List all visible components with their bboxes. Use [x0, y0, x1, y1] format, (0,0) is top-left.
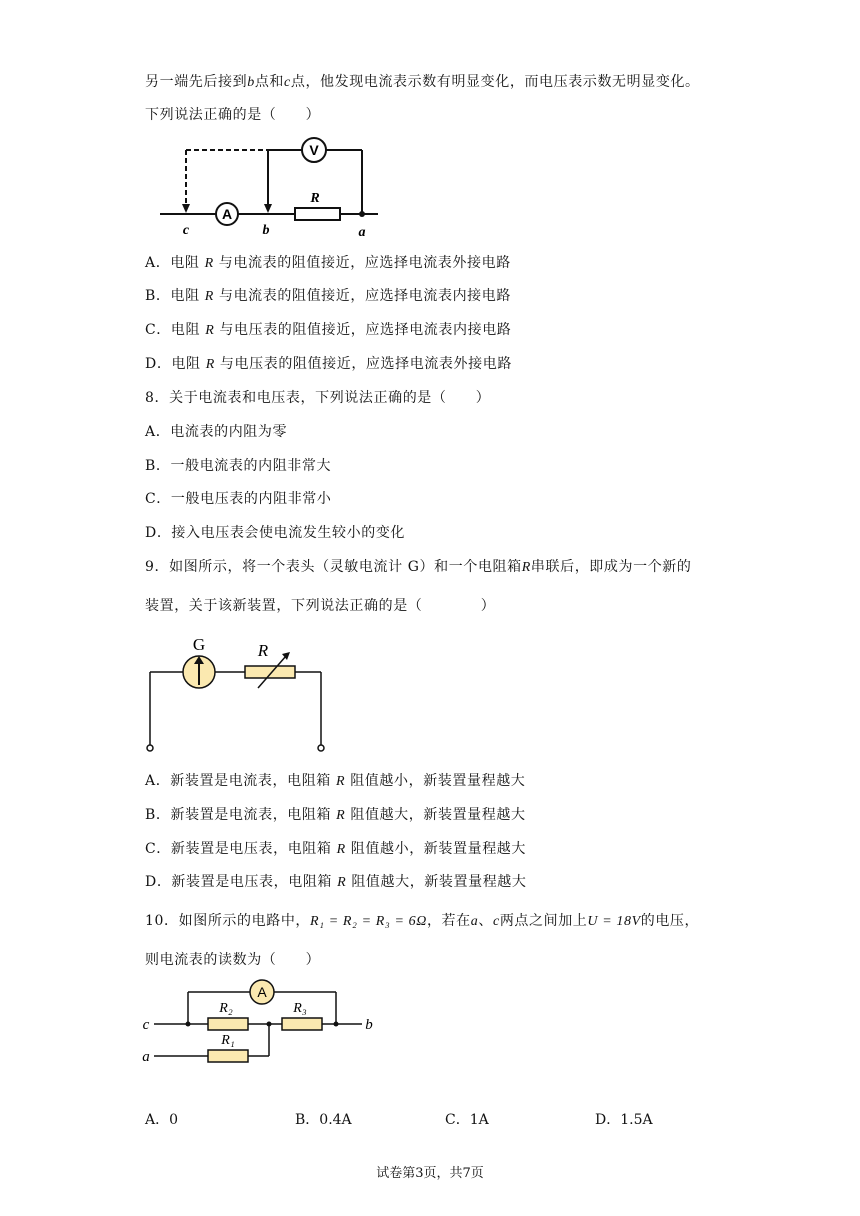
terminal-c-label: c: [142, 1017, 150, 1033]
q10-option-a: A．0: [145, 1112, 179, 1128]
q8-option-b: B．一般电流表的内阻非常大: [145, 458, 332, 474]
option-letter: B．: [145, 288, 171, 304]
option-text: 电阻: [170, 322, 201, 338]
q7-stem-text: 点和: [254, 74, 285, 90]
option-var: R: [337, 875, 347, 890]
option-var: R: [204, 289, 214, 304]
q7-var-c: c: [284, 75, 291, 90]
q7-stem-line2: 下列说法正确的是（ ）: [145, 107, 321, 123]
q9-option-a: [145, 772, 525, 791]
q7-stem-text: 点，他发现电流表示数有明显变化，而电压表示数无明显变化。: [290, 74, 700, 90]
q9-option-d: [145, 873, 527, 892]
q9-stem-line2: 装置，关于该新装置，下列说法正确的是（ ）: [145, 598, 496, 614]
q8-option-d: D．接入电压表会使电流发生较小的变化: [145, 525, 406, 541]
ammeter-label: A: [221, 206, 233, 222]
q10-var-a: a: [470, 914, 479, 929]
option-letter: C．: [145, 322, 171, 338]
option-text: 阻值越小，新装置量程越大: [350, 841, 526, 857]
r2-label: R₂: [219, 1001, 233, 1016]
ammeter-label: A: [257, 984, 267, 1000]
option-text: 与电流表的阻值接近，应选择电流表内接电路: [218, 288, 511, 304]
resistor-label: R: [310, 191, 320, 206]
option-letter: D．: [145, 356, 172, 372]
q9-option-c: [145, 840, 526, 859]
q10-option-b: B．0.4A: [295, 1112, 352, 1128]
option-text: 电阻: [170, 255, 200, 271]
voltmeter-label: V: [309, 142, 319, 158]
q10-stem-text: 的电压，: [640, 913, 700, 929]
option-text: D．新装置是电压表，电阻箱: [145, 874, 333, 890]
option-text: 阻值越大，新装置量程越大: [351, 874, 527, 890]
galvanometer-label: G: [192, 635, 206, 654]
q10-stem-text: 、: [478, 913, 493, 929]
q7-option-c: [145, 321, 511, 340]
q10-circuit-figure: [140, 976, 390, 1071]
option-text: 与电压表的阻值接近，应选择电流表内接电路: [219, 322, 512, 338]
q10-stem-text: ，若在: [426, 913, 471, 929]
q8-stem: 8．关于电流表和电压表，下列说法正确的是（ ）: [145, 390, 491, 406]
q10-stem-line2: 则电流表的读数为（ ）: [145, 952, 321, 968]
q9-stem-text: 串联后，即成为一个新的: [530, 559, 692, 575]
option-text: 电阻: [170, 288, 200, 304]
q10-stem-text: 10．如图所示的电路中，: [145, 913, 311, 929]
q10-option-c: C．1A: [445, 1112, 489, 1128]
q7-var-b: b: [247, 75, 255, 90]
q9-stem-line1: [145, 558, 692, 577]
option-text: 电阻: [171, 356, 201, 372]
q10-stem-text: 两点之间加上: [499, 913, 588, 929]
node-a-label: a: [358, 225, 366, 240]
option-text: 阻值越小，新装置量程越大: [350, 773, 526, 789]
q7-stem-text: 另一端先后接到: [145, 74, 248, 90]
option-text: 阻值越大，新装置量程越大: [350, 807, 526, 823]
option-text: A．新装置是电流表，电阻箱: [145, 773, 331, 789]
q8-option-a: A．电流表的内阻为零: [145, 424, 288, 440]
option-text: 与电流表的阻值接近，应选择电流表外接电路: [218, 255, 511, 271]
option-text: 与电压表的阻值接近，应选择电流表外接电路: [219, 356, 512, 372]
q10-option-d: D．1.5A: [595, 1112, 653, 1128]
q7-stem-line1: [145, 73, 700, 92]
terminal-a-label: a: [142, 1049, 150, 1065]
node-b-label: b: [262, 223, 270, 238]
q10-var-c: c: [492, 914, 500, 929]
q7-option-d: [145, 355, 512, 374]
option-var: R: [335, 774, 346, 789]
rheostat-label: R: [257, 641, 269, 660]
node-c-label: c: [182, 223, 190, 238]
q7-option-a: [145, 254, 511, 273]
option-var: R: [336, 842, 346, 857]
q7-circuit-figure: [150, 134, 380, 244]
terminal-b-label: b: [365, 1017, 373, 1033]
q10-formula-u: U = 18V: [587, 914, 641, 929]
option-var: R: [205, 357, 215, 372]
option-var: R: [205, 323, 215, 338]
q9-stem-text: 9．如图所示，将一个表头（灵敏电流计 G）和一个电阻箱: [145, 559, 522, 575]
r3-label: R₃: [293, 1001, 307, 1016]
option-text: B．新装置是电流表，电阻箱: [145, 807, 332, 823]
q10-stem-line1: [145, 912, 699, 931]
q7-option-b: [145, 287, 511, 306]
option-text: C．新装置是电压表，电阻箱: [145, 841, 332, 857]
q8-option-c: C．一般电压表的内阻非常小: [145, 491, 332, 507]
option-letter: A．: [145, 255, 171, 271]
q9-option-b: [145, 806, 526, 825]
page-footer: 试卷第3页，共7页: [376, 1166, 484, 1181]
option-var: R: [336, 808, 346, 823]
q10-formula: R₁ = R₂ = R₃ = 6Ω: [310, 914, 427, 929]
option-var: R: [204, 256, 214, 271]
q9-var-r: R: [521, 560, 531, 575]
q9-circuit-figure: [140, 632, 340, 757]
r1-label: R₁: [221, 1033, 235, 1048]
